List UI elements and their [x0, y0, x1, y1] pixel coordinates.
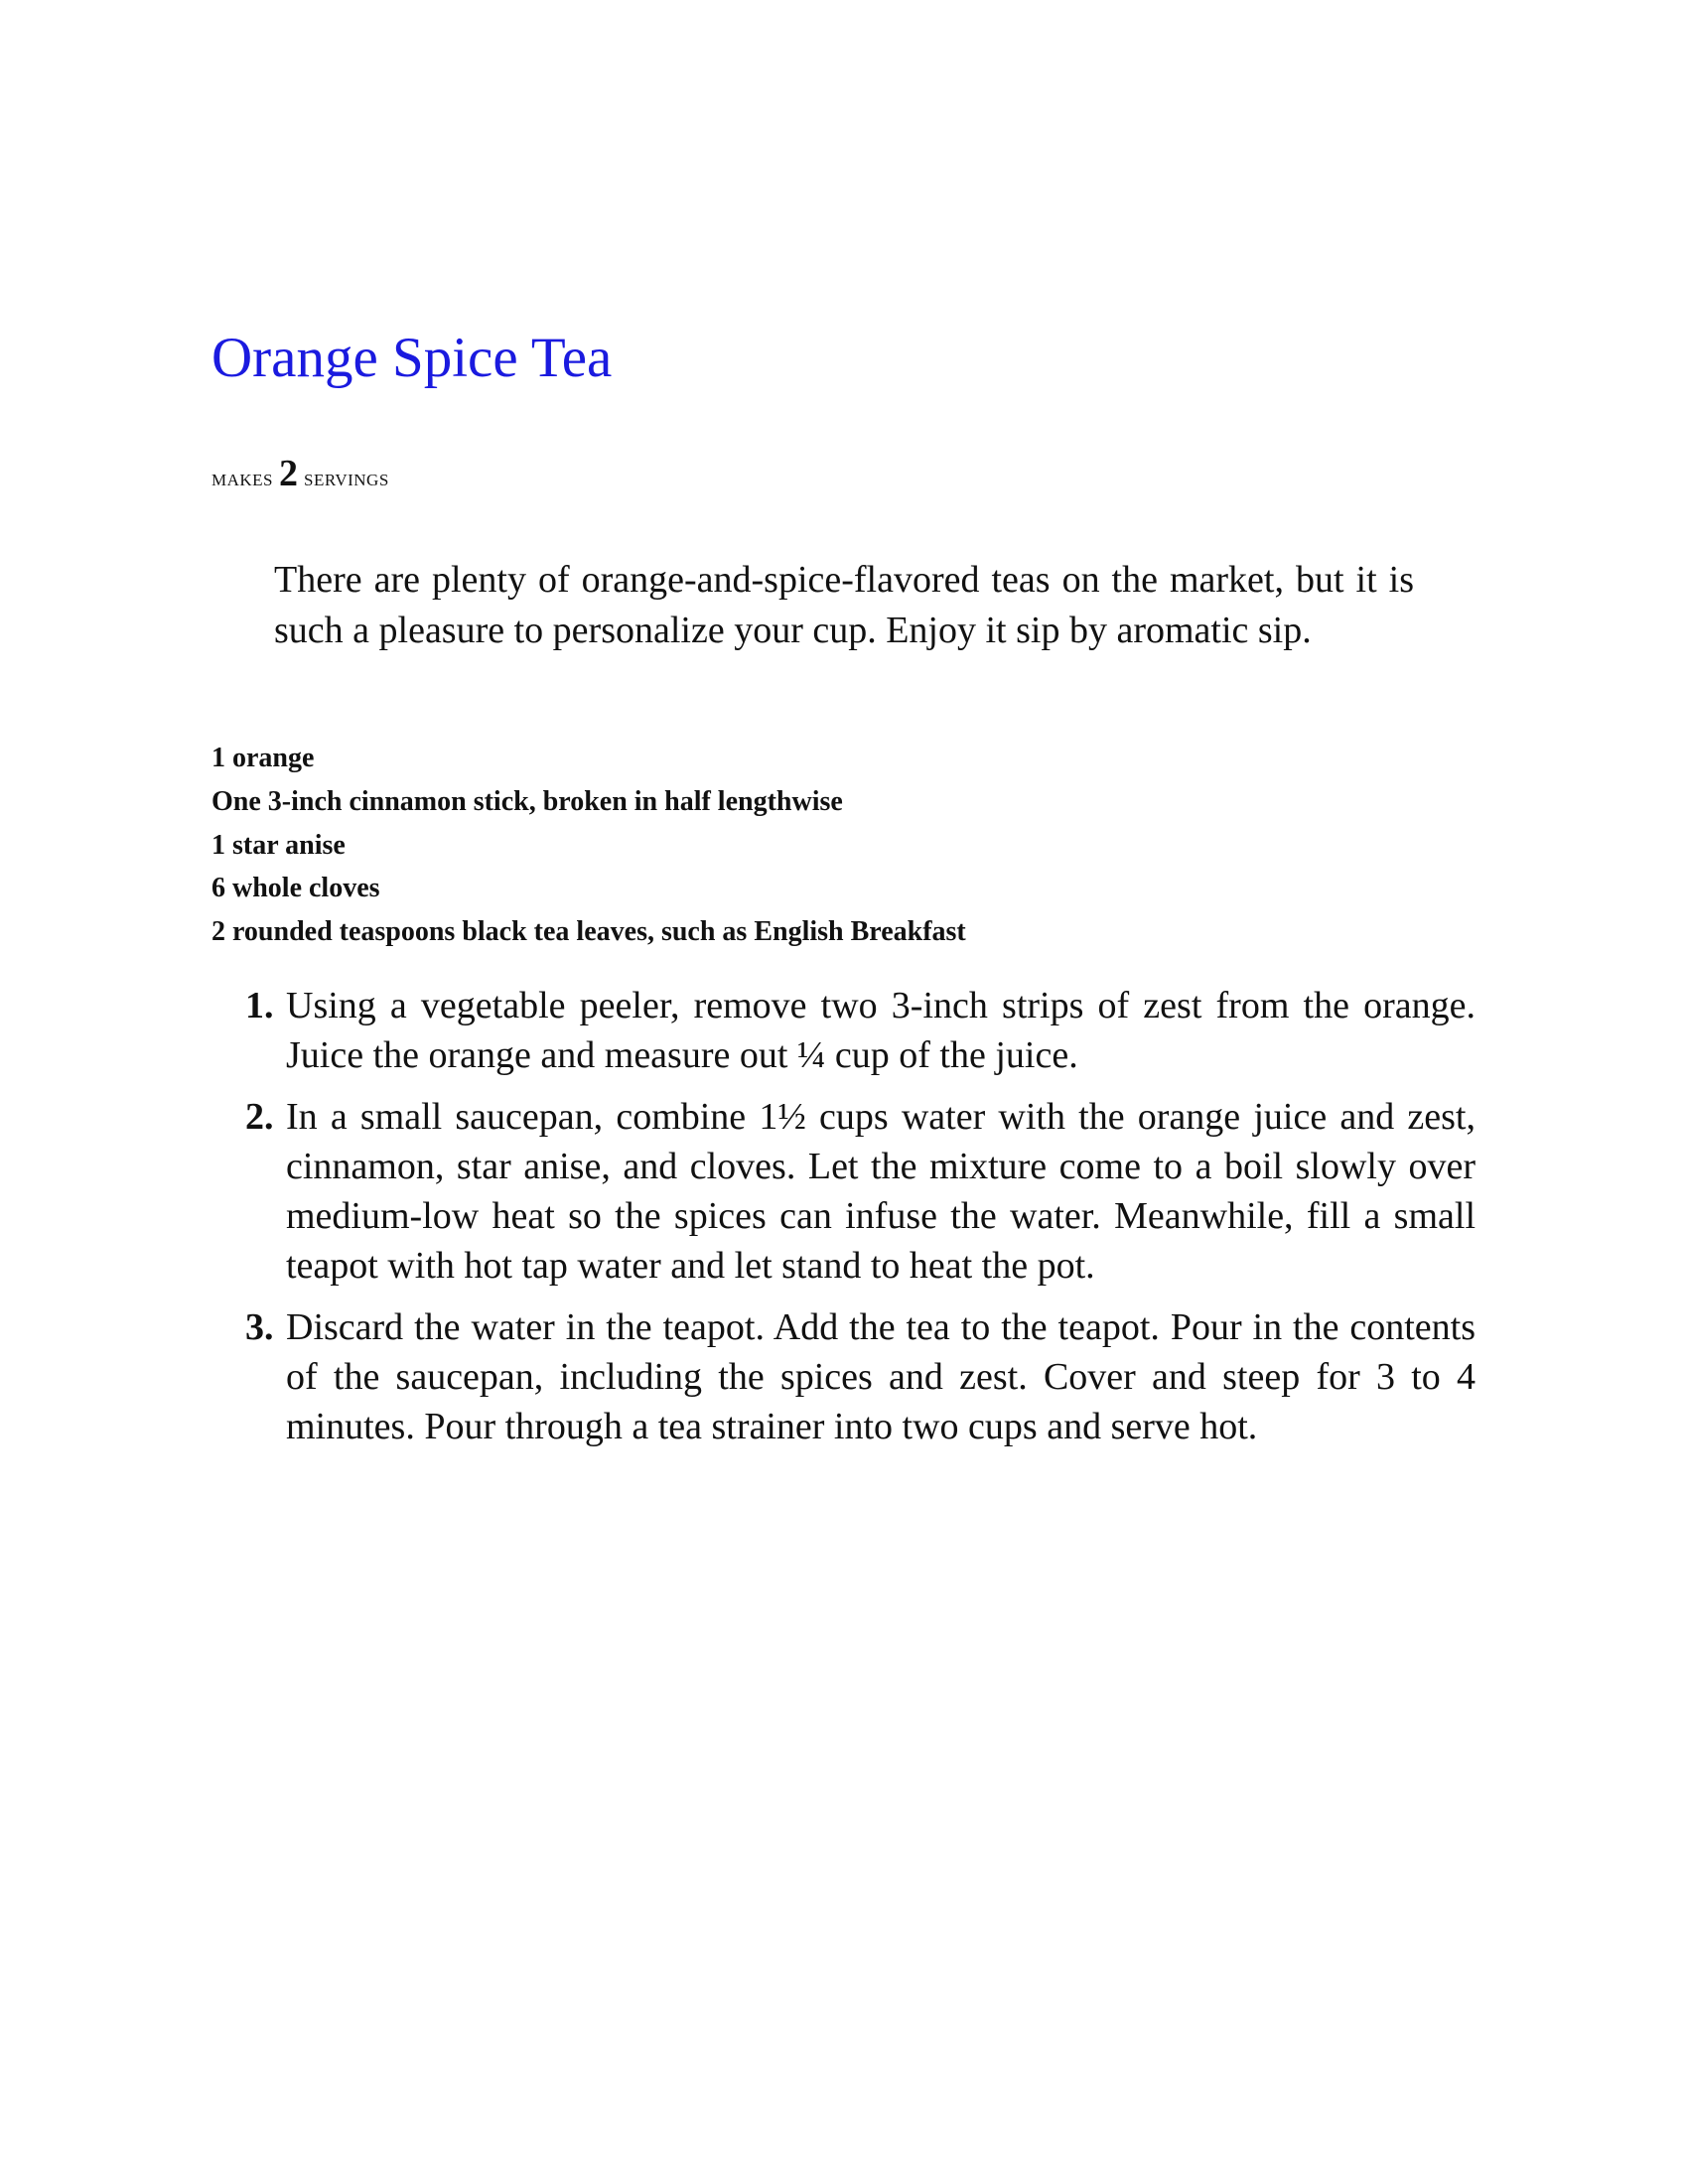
- ingredient-item: One 3-inch cinnamon stick, broken in half lengthwise: [211, 785, 843, 817]
- step-number: 2.: [245, 1096, 274, 1138]
- ingredient-item: 6 whole cloves: [211, 873, 380, 904]
- step-text: In a small saucepan, combine 1½ cups water with the orange juice and zest, cinnamon, star anise, and cloves. Let the mixture come to a boil slowly over medium-low heat so the spices can infuse the water. Meanwhile, fill a small teapot with hot tap water and let stand to heat the pot.: [286, 1096, 1476, 1287]
- recipe-title: Orange Spice Tea: [211, 327, 613, 389]
- yield-prefix: makes: [211, 466, 274, 491]
- ingredient-item: 2 rounded teaspoons black tea leaves, such as English Breakfast: [211, 916, 966, 948]
- method-step: [245, 1092, 1476, 1291]
- step-number: 3.: [245, 1306, 274, 1348]
- ingredient-item: 1 star anise: [211, 829, 346, 861]
- step-number: 1.: [245, 985, 274, 1026]
- yield-count: 2: [279, 453, 299, 494]
- method-step: [245, 981, 1476, 1080]
- step-text: Using a vegetable peeler, remove two 3-inch strips of zest from the orange. Juice the orange and measure out ¼ cup of the juice.: [286, 985, 1476, 1076]
- method-step: [245, 1302, 1476, 1451]
- recipe-yield: [211, 452, 389, 500]
- ingredient-list: [211, 737, 966, 954]
- yield-suffix: servings: [304, 466, 389, 491]
- method-steps: [245, 981, 1476, 1463]
- recipe-intro: There are plenty of orange-and-spice-flavored teas on the market, but it is such a pleasure to personalize your cup. Enjoy it sip by aromatic sip.: [274, 559, 1414, 651]
- step-text: Discard the water in the teapot. Add the tea to the teapot. Pour in the contents of the saucepan, including the spices and zest. Cover and steep for 3 to 4 minutes. Pour through a tea strainer into two cups and serve hot.: [286, 1306, 1476, 1447]
- ingredient-item: 1 orange: [211, 743, 315, 773]
